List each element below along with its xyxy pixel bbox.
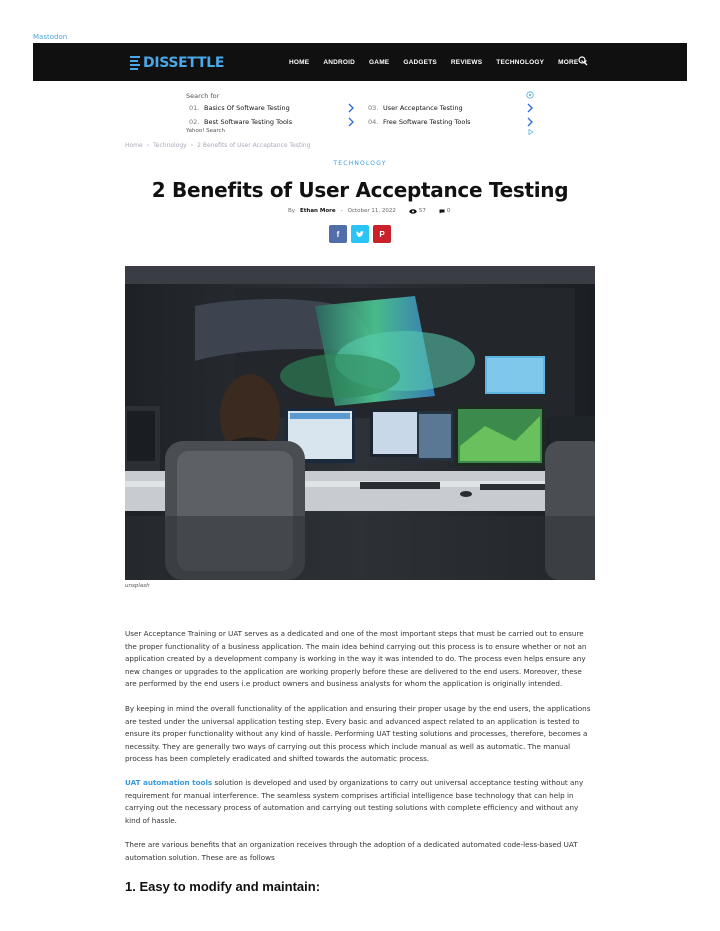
ad-item-text: User Acceptance Testing: [383, 104, 463, 112]
share-twitter-button[interactable]: [351, 225, 369, 243]
ad-item[interactable]: [368, 116, 534, 128]
eye-icon: [409, 209, 417, 214]
ad-item-text: Basics Of Software Testing: [204, 104, 290, 112]
facebook-icon: f: [336, 229, 340, 239]
pinterest-icon: P: [379, 229, 385, 239]
breadcrumb-separator: ›: [146, 142, 150, 149]
author-link[interactable]: Ethan More: [300, 208, 336, 214]
play-icon[interactable]: [528, 129, 534, 135]
ad-item-number: 04.: [368, 118, 379, 126]
nav-android[interactable]: ANDROID: [323, 58, 356, 66]
section-heading: 1. Easy to modify and maintain:: [125, 879, 321, 894]
adchoices-icon[interactable]: [526, 91, 534, 99]
breadcrumb-current: 2 Benefits of User Acceptance Testing: [197, 142, 311, 149]
mastodon-link[interactable]: Mastodon: [33, 33, 68, 41]
search-ad: [186, 90, 538, 138]
ad-item[interactable]: [189, 102, 355, 114]
chevron-right-icon: [347, 103, 355, 113]
breadcrumb: [125, 142, 311, 149]
article-paragraph: User Acceptance Training or UAT serves as a dedicated and one of the most important steps that must be carried out to ensure the proper functionality of a business application. The main idea behind carrying out this process is to ensure whether or not an application created by a development company is working in the way it was intended to do. The process even helps ensure any new changes or upgrades to the application are working properly before these are delivered to the end users. Moreover, these are performed by the end users i.e product owners and business analysts for whom the application is originally intended.: [125, 629, 587, 688]
nav-reviews[interactable]: REVIEWS: [450, 58, 483, 66]
twitter-icon: [356, 231, 364, 238]
ad-item[interactable]: [189, 116, 355, 128]
views-count: [409, 208, 426, 214]
breadcrumb-separator: ›: [190, 142, 194, 149]
breadcrumb-technology[interactable]: Technology: [153, 142, 187, 149]
ad-item[interactable]: [368, 102, 534, 114]
breadcrumb-home[interactable]: Home: [125, 142, 143, 149]
ad-item-text: Free Software Testing Tools: [383, 118, 471, 126]
nav-more-label: MORE: [558, 58, 579, 66]
featured-image: [125, 266, 595, 580]
nav-technology[interactable]: TECHNOLOGY: [496, 58, 545, 66]
logo-text: DISSETTLE: [143, 54, 225, 71]
search-icon[interactable]: [578, 56, 588, 66]
main-nav: [289, 43, 601, 81]
nav-game[interactable]: GAME: [369, 58, 390, 66]
ad-item-number: 03.: [368, 104, 379, 112]
site-logo[interactable]: [130, 54, 224, 71]
paragraph-text: solution is developed and used by organizations to carry out universal acceptance testing without any requirement for manual interference. The seamless system comprises artificial intelligence base technology that can help in carrying out the necessary process of automation and carrying out testing solutions with complete efficiency and without any kind of hassle.: [125, 778, 584, 825]
article-paragraph: By keeping in mind the overall functionality of the application and ensuring their proper usage by the end users, the applications are tested under the universal application testing step. Every basic and advanced aspect related to an application is tested to ensure its proper functionality without any kind of hassle. Performing UAT testing solutions and processes, therefore, becomes a necessity. They are generally two ways of carrying out this process which include manual as well as automatic. The manual process has been completely eradicated and shifted towards the automatic process.: [125, 704, 591, 763]
ad-item-number: 01.: [189, 104, 200, 112]
image-credit: unsplash: [125, 583, 150, 589]
share-facebook-button[interactable]: [329, 225, 347, 243]
meta-separator: -: [340, 208, 343, 214]
publish-date: October 11, 2022: [347, 208, 396, 214]
nav-home[interactable]: HOME: [289, 58, 310, 66]
views-value: 57: [418, 208, 426, 214]
nav-gadgets[interactable]: GADGETS: [403, 58, 437, 66]
article-paragraph: There are various benefits that an organization receives through the adoption of a dedicated automated code-less-based UAT automation solution. These are as follows: [125, 840, 578, 862]
article-paragraph: [125, 777, 595, 827]
comments-count[interactable]: [439, 208, 451, 214]
article-meta: [288, 208, 450, 214]
ad-item-text: Best Software Testing Tools: [204, 118, 293, 126]
uat-automation-tools-link[interactable]: UAT automation tools: [125, 778, 213, 787]
share-pinterest-button[interactable]: [373, 225, 391, 243]
chevron-right-icon: [347, 117, 355, 127]
chevron-right-icon: [526, 117, 534, 127]
control-room-photo: [125, 266, 595, 580]
ad-item-number: 02.: [189, 118, 200, 126]
top-navbar: [33, 43, 687, 81]
chevron-right-icon: [526, 103, 534, 113]
ad-footer: Yahoo! Search: [186, 128, 226, 134]
by-label: By: [288, 208, 296, 214]
logo-mark-icon: [130, 56, 140, 70]
page-title: 2 Benefits of User Acceptance Testing: [151, 178, 569, 202]
comment-icon: [439, 209, 445, 214]
ad-label: Search for: [186, 92, 220, 100]
comments-value: 0: [446, 208, 451, 214]
category-label[interactable]: TECHNOLOGY: [333, 160, 387, 167]
